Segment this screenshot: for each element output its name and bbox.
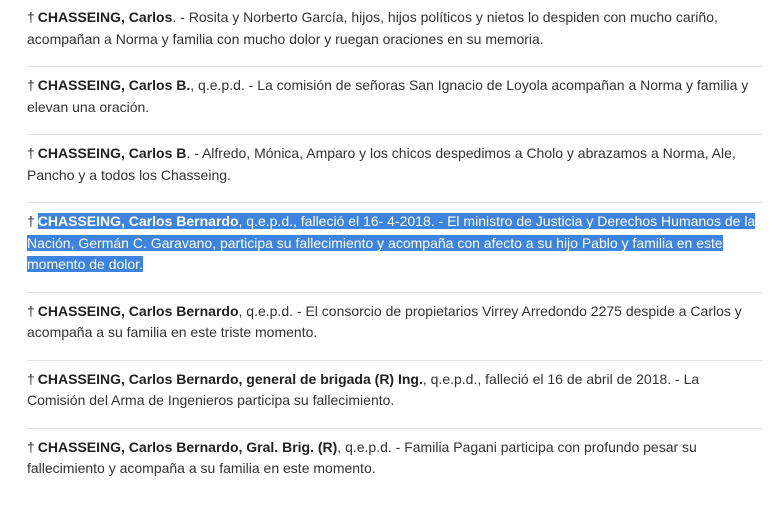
obituary-text[interactable] — [27, 75, 760, 118]
cross-icon: † — [27, 9, 35, 25]
deceased-name: CHASSEING, Carlos B. — [37, 77, 191, 93]
deceased-name: CHASSEING, Carlos — [37, 9, 173, 25]
cross-icon: † — [27, 370, 35, 387]
cross-icon: † — [27, 145, 35, 161]
text-selection-highlight — [27, 213, 755, 272]
obituary-entry — [27, 293, 762, 361]
deceased-name: CHASSEING, Carlos Bernardo, Gral. Brig. (R) — [37, 438, 338, 455]
notice-body: , q.e.p.d. - El consorcio de propietarios Virrey Arredondo 2275 despide a Carlos y acompaña a su familia en este triste momento. — [27, 302, 742, 340]
obituary-entry — [27, 135, 762, 203]
obituary-list — [27, 0, 762, 496]
deceased-name: CHASSEING, Carlos B — [37, 145, 187, 161]
obituary-entry — [27, 361, 762, 429]
notice-body: . - Alfredo, Mónica, Amparo y los chicos despedimos a Cholo y abrazamos a Norma, Ale, Pancho y a todos los Chasseing. — [27, 145, 736, 183]
notice-body: . - Rosita y Norberto García, hijos, hijos políticos y nietos lo despiden con mucho cariño, acompañan a Norma y familia con mucho dolor y ruegan oraciones en su memoria. — [27, 9, 718, 47]
notice-body: , q.e.p.d. - La comisión de señoras San Ignacio de Loyola acompañan a Norma y familia y elevan una oración. — [27, 77, 749, 115]
obituary-entry-selected — [27, 203, 762, 293]
obituary-text[interactable] — [27, 143, 760, 186]
obituary-entry — [27, 429, 762, 496]
obituary-text[interactable] — [27, 437, 760, 480]
obituary-text[interactable] — [27, 211, 760, 276]
obituary-text[interactable] — [27, 7, 760, 50]
notice-body: , q.e.p.d. - Familia Pagani participa con profundo pesar su fallecimiento y acompaña a su familia en este momento. — [27, 438, 697, 476]
notice-body: , q.e.p.d., falleció el 16 de abril de 2018. - La Comisión del Arma de Ingenieros participa su fallecimiento. — [27, 370, 700, 408]
cross-icon: † — [27, 302, 35, 319]
notice-body: , q.e.p.d., falleció el 16- 4-2018. - El ministro de Justicia y Derechos Humanos de la Nación, Germán C. Garavano, participa su fallecimiento y acompaña con afecto a su hijo Pablo y familia en este momento de dolor. — [27, 213, 756, 272]
obituary-entry — [27, 67, 762, 135]
obituary-text[interactable] — [27, 369, 760, 412]
cross-icon: † — [27, 213, 35, 229]
deceased-name: CHASSEING, Carlos Bernardo, general de brigada (R) Ing. — [37, 370, 423, 387]
cross-icon: † — [27, 77, 35, 93]
obituary-entry — [27, 0, 762, 67]
obituary-text[interactable] — [27, 301, 760, 344]
deceased-name: CHASSEING, Carlos Bernardo — [37, 302, 239, 319]
deceased-name: CHASSEING, Carlos Bernardo — [37, 213, 239, 229]
cross-icon: † — [27, 438, 35, 455]
